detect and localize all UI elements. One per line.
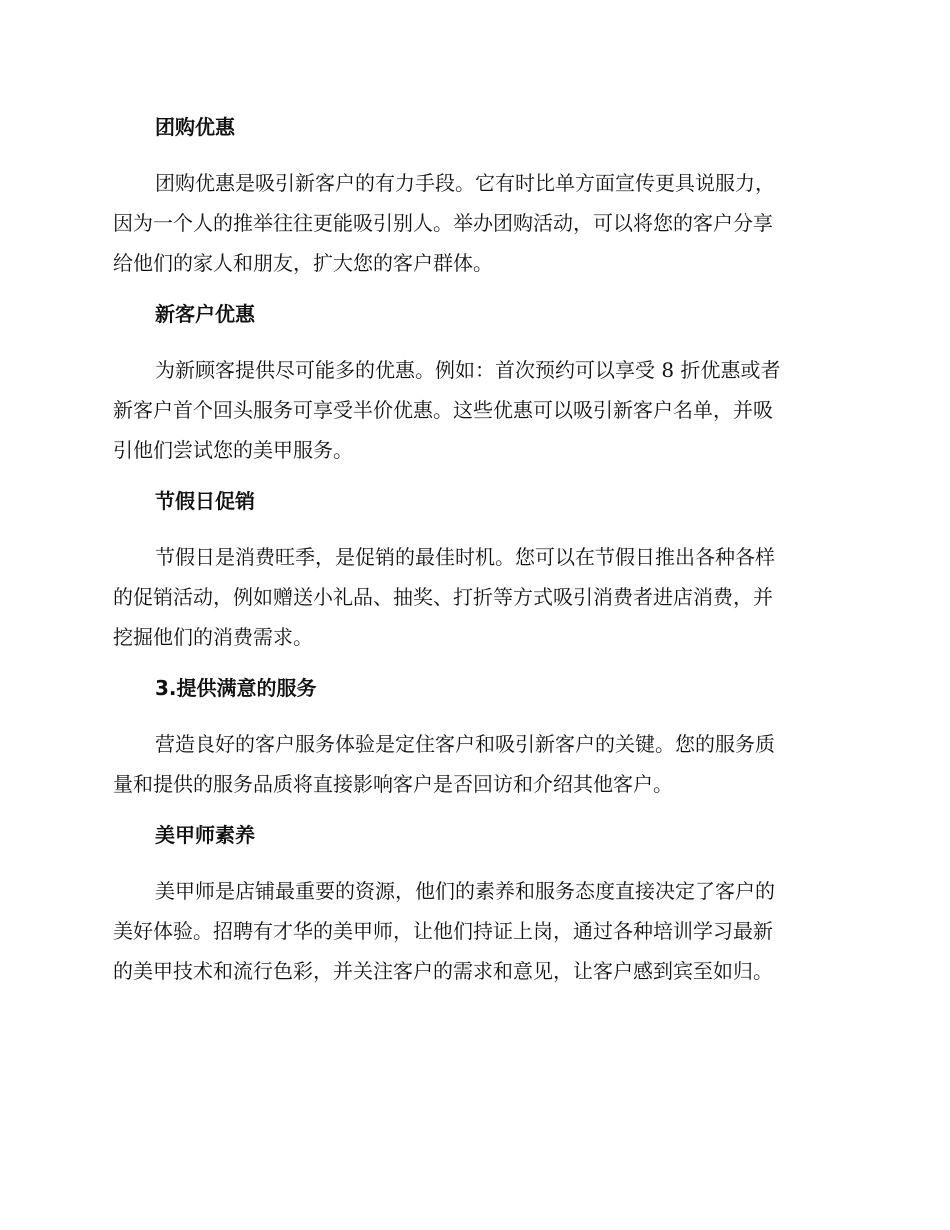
paragraph-line: 节假日是消费旺季，是促销的最佳时机。您可以在节假日推出各种各样 xyxy=(155,545,775,569)
section-heading-satisfying-service: 3.提供满意的服务 xyxy=(155,676,317,700)
paragraph-line: 的促销活动，例如赠送小礼品、抽奖、打折等方式吸引消费者进店消费，并 xyxy=(113,585,773,609)
paragraph-manicurist-quality xyxy=(113,871,833,991)
paragraph-line: 给他们的家人和朋友，扩大您的客户群体。 xyxy=(113,251,493,275)
paragraph-line: 挖掘他们的消费需求。 xyxy=(113,625,313,649)
section-heading-group-buying: 团购优惠 xyxy=(155,115,235,139)
paragraph-line: 为新顾客提供尽可能多的优惠。例如：首次预约可以享受 8 折优惠或者 xyxy=(155,358,781,382)
paragraph-satisfying-service xyxy=(113,724,833,804)
paragraph-line: 因为一个人的推举往往更能吸引别人。举办团购活动，可以将您的客户分享 xyxy=(113,211,773,235)
paragraph-line: 美甲师是店铺最重要的资源，他们的素养和服务态度直接决定了客户的 xyxy=(155,879,775,903)
paragraph-line: 的美甲技术和流行色彩，并关注客户的需求和意见，让客户感到宾至如归。 xyxy=(113,959,773,983)
paragraph-line: 团购优惠是吸引新客户的有力手段。它有时比单方面宣传更具说服力， xyxy=(155,171,775,195)
section-heading-holiday-promo: 节假日促销 xyxy=(155,489,255,513)
paragraph-line: 美好体验。招聘有才华的美甲师，让他们持证上岗，通过各种培训学习最新 xyxy=(113,919,773,943)
paragraph-group-buying xyxy=(113,163,833,283)
paragraph-line: 量和提供的服务品质将直接影响客户是否回访和介绍其他客户。 xyxy=(113,772,673,796)
paragraph-new-customer xyxy=(113,350,833,470)
document-body xyxy=(113,108,833,991)
section-heading-new-customer: 新客户优惠 xyxy=(155,302,255,326)
paragraph-line: 引他们尝试您的美甲服务。 xyxy=(113,438,353,462)
paragraph-line: 营造良好的客户服务体验是定住客户和吸引新客户的关键。您的服务质 xyxy=(155,732,775,756)
section-heading-manicurist-quality: 美甲师素养 xyxy=(155,823,255,847)
paragraph-holiday-promo xyxy=(113,537,833,657)
paragraph-line: 新客户首个回头服务可享受半价优惠。这些优惠可以吸引新客户名单，并吸 xyxy=(113,398,773,422)
